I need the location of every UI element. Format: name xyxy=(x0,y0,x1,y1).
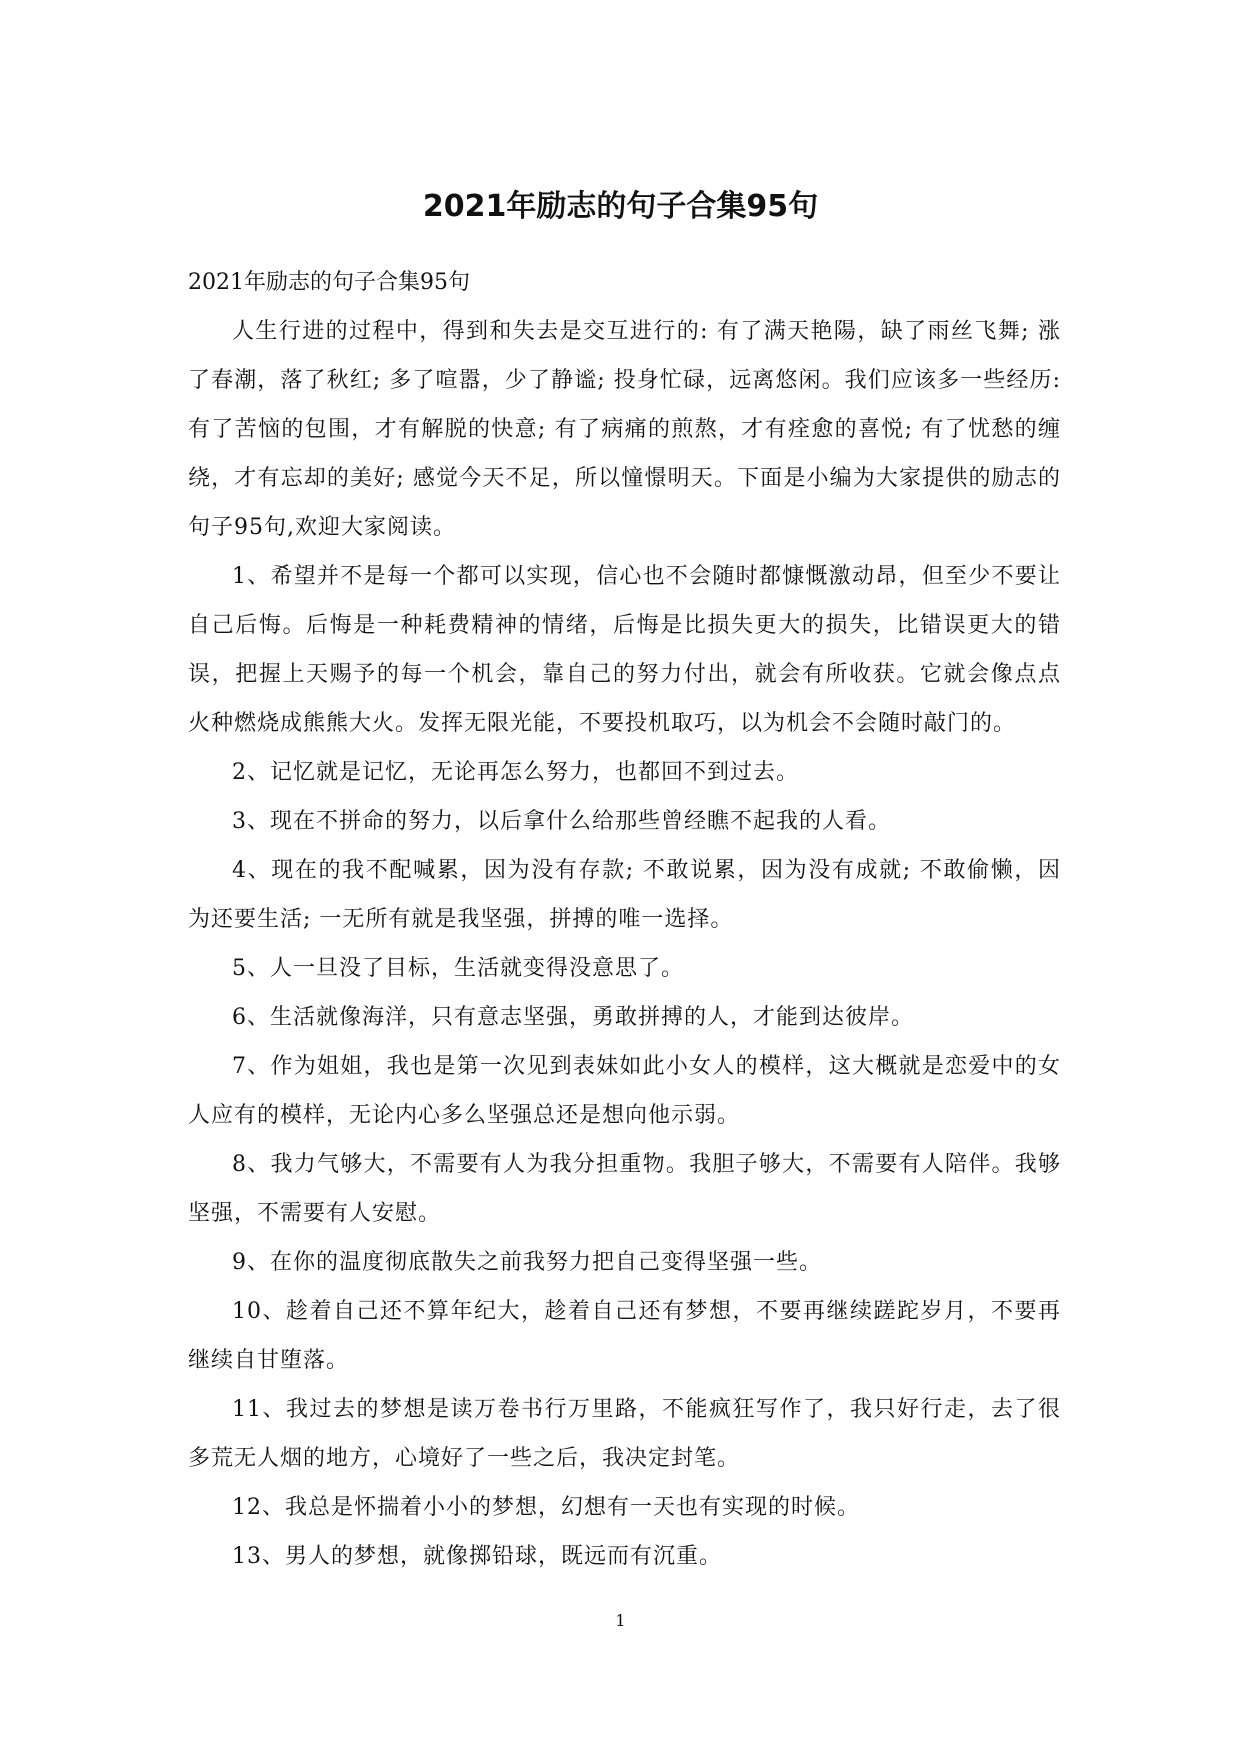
quote-paragraph-7: 7、作为姐姐，我也是第一次见到表妹如此小女人的模样，这大概就是恋爱中的女人应有的模样，无论内心多么坚强总还是想向他示弱。 xyxy=(188,1054,1061,1128)
quote-paragraph-2: 2、记忆就是记忆，无论再怎么努力，也都回不到过去。 xyxy=(232,760,799,785)
quote-paragraph-4: 4、现在的我不配喊累，因为没有存款; 不敢说累，因为没有成就; 不敢偷懒，因为还要生活; 一无所有就是我坚强，拼搏的唯一选择。 xyxy=(188,858,1061,932)
quote-paragraph-9: 9、在你的温度彻底散失之前我努力把自己变得坚强一些。 xyxy=(232,1250,822,1275)
quote-paragraph-10: 10、趁着自己还不算年纪大，趁着自己还有梦想，不要再继续蹉跎岁月，不要再继续自甘堕落。 xyxy=(188,1299,1061,1373)
quote-paragraph-11: 11、我过去的梦想是读万卷书行万里路，不能疯狂写作了，我只好行走，去了很多荒无人烟的地方，心境好了一些之后，我决定封笔。 xyxy=(188,1397,1061,1471)
page-title: 2021年励志的句子合集95句 xyxy=(422,189,819,224)
quote-paragraph-5: 5、人一旦没了目标，生活就变得没意思了。 xyxy=(232,956,684,981)
page-number: 1 xyxy=(615,1611,626,1630)
quote-paragraph-13: 13、男人的梦想，就像掷铅球，既远而有沉重。 xyxy=(232,1544,722,1569)
quote-paragraph-8: 8、我力气够大，不需要有人为我分担重物。我胆子够大，不需要有人陪伴。我够坚强，不需要有人安慰。 xyxy=(188,1152,1061,1226)
quote-paragraph-3: 3、现在不拼命的努力，以后拿什么给那些曾经瞧不起我的人看。 xyxy=(232,809,891,834)
quote-paragraph-12: 12、我总是怀揣着小小的梦想，幻想有一天也有实现的时候。 xyxy=(232,1495,860,1520)
quote-paragraph-1: 1、希望并不是每一个都可以实现，信心也不会随时都慷慨激动昂，但至少不要让自己后悔。后悔是一种耗费精神的情绪，后悔是比损失更大的损失，比错误更大的错误，把握上天赐予的每一个机会，靠自己的努力付出，就会有所收获。它就会像点点火种燃烧成熊熊大火。发挥无限光能，不要投机取巧，以为机会不会随时敲门的。 xyxy=(188,564,1061,736)
quote-paragraph-6: 6、生活就像海洋，只有意志坚强，勇敢拼搏的人，才能到达彼岸。 xyxy=(232,1005,914,1030)
document-subtitle: 2021年励志的句子合集95句 xyxy=(188,270,470,295)
document-body xyxy=(188,258,1061,1581)
intro-paragraph: 人生行进的过程中，得到和失去是交互进行的: 有了满天艳陽，缺了雨丝飞舞; 涨了春潮，落了秋红; 多了喧嚣，少了静谧; 投身忙碌，远离悠闲。我们应该多一些经历: 有了苦恼的包围，才有解脱的快意; 有了病痛的煎熬，才有痊愈的喜悦; 有了忧愁的缠绕，才有忘却的美好; 感觉今天不足，所以憧憬明天。下面是小编为大家提供的励志的句子95句,欢迎大家阅读。 xyxy=(188,319,1061,540)
